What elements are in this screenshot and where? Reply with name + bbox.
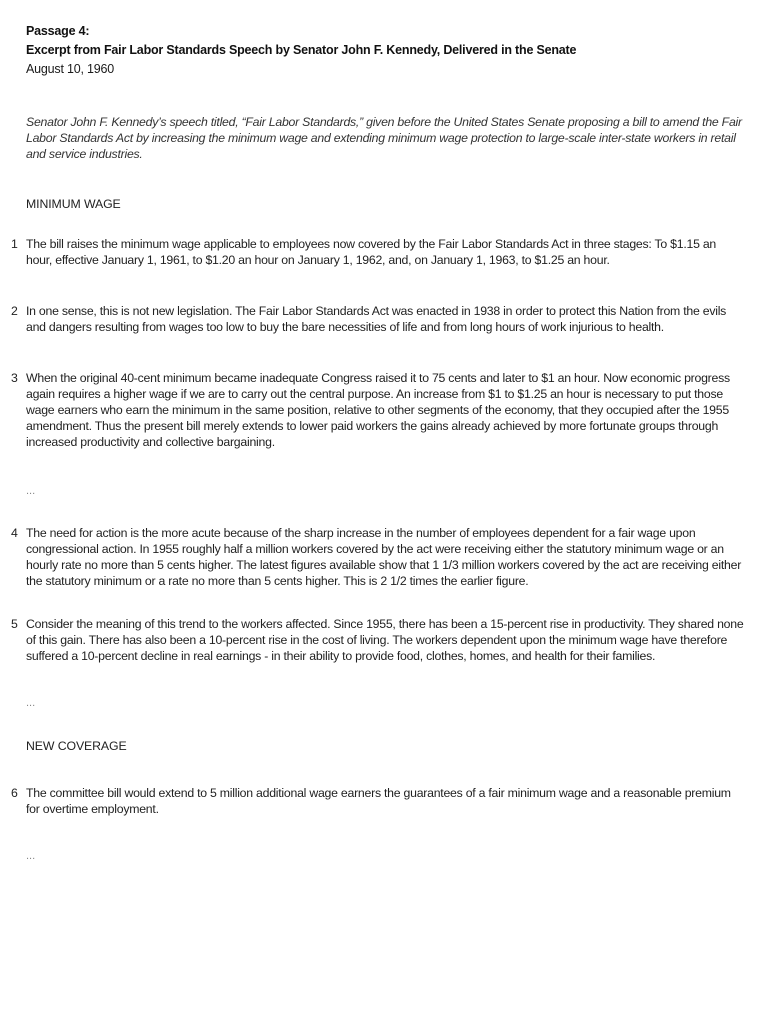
section-heading-new-coverage: NEW COVERAGE <box>26 739 127 753</box>
paragraph-number: 4 <box>11 526 18 540</box>
omission-ellipsis: ... <box>26 485 36 497</box>
paragraph-number: 3 <box>11 371 18 385</box>
document-title: Excerpt from Fair Labor Standards Speech by Senator John F. Kennedy, Delivered in the Senate <box>26 43 577 57</box>
document-date: August 10, 1960 <box>26 62 115 76</box>
passage-label: Passage 4: <box>26 24 90 38</box>
paragraph-text: The need for action is the more acute because of the sharp increase in the number of employees dependent for a fair wage upon congressional action. In 1955 roughly half a million workers covered by the act were receiving either the statutory minimum wage or an hourly rate no more than 5 cents higher. The latest figures available show that 1 1/3 million workers covered by the act are receiving either the statutory minimum or a rate no more than 5 cents higher. This is 2 1/2 times the earlier figure. <box>26 526 742 588</box>
paragraph-text: When the original 40-cent minimum became inadequate Congress raised it to 75 cents and later to $1 an hour. Now economic progress again requires a higher wage if we are to carry out the central purpose. An increase from $1 to $1.25 an hour is necessary to put those wage earners who earn the minimum in the same position, relative to other segments of the economy, that they occupied after the 1955 amendment. Thus the present bill merely extends to lower paid workers the gains already achieved by more fortunate groups through increased productivity and collective bargaining. <box>26 371 730 449</box>
paragraph-text: Consider the meaning of this trend to the workers affected. Since 1955, there has been a 15-percent rise in productivity. They shared none of this gain. There has also been a 10-percent rise in the cost of living. The workers dependent upon the minimum wage have therefore suffered a 10-percent decline in real earnings - in their ability to provide food, clothes, homes, and health for their families. <box>26 617 744 663</box>
paragraph-text: The bill raises the minimum wage applicable to employees now covered by the Fair Labor Standards Act in three stages: To $1.15 an hour, effective January 1, 1961, to $1.20 an hour on January 1, 1962, and, on January 1, 1963, to $1.25 an hour. <box>26 237 717 267</box>
section-heading-minimum-wage: MINIMUM WAGE <box>26 197 121 211</box>
omission-ellipsis: ... <box>26 697 36 709</box>
paragraph-number: 6 <box>11 786 18 800</box>
paragraph-text: The committee bill would extend to 5 million additional wage earners the guarantees of a fair minimum wage and a reasonable premium for overtime employment. <box>26 786 731 816</box>
paragraph-number: 1 <box>11 237 18 251</box>
paragraph-number: 5 <box>11 617 18 631</box>
omission-ellipsis: ... <box>26 850 36 862</box>
paragraph-number: 2 <box>11 304 18 318</box>
intro-summary: Senator John F. Kennedy’s speech titled, “Fair Labor Standards,” given before the United States Senate proposing a bill to amend the Fair Labor Standards Act by increasing the minimum wage and extending minimum wage protection to large-scale inter-state workers in retail and service industries. <box>26 115 742 161</box>
paragraph-text: In one sense, this is not new legislation. The Fair Labor Standards Act was enacted in 1938 in order to protect this Nation from the evils and dangers resulting from wages too low to buy the bare necessities of life and from long hours of work injurious to health. <box>26 304 727 334</box>
